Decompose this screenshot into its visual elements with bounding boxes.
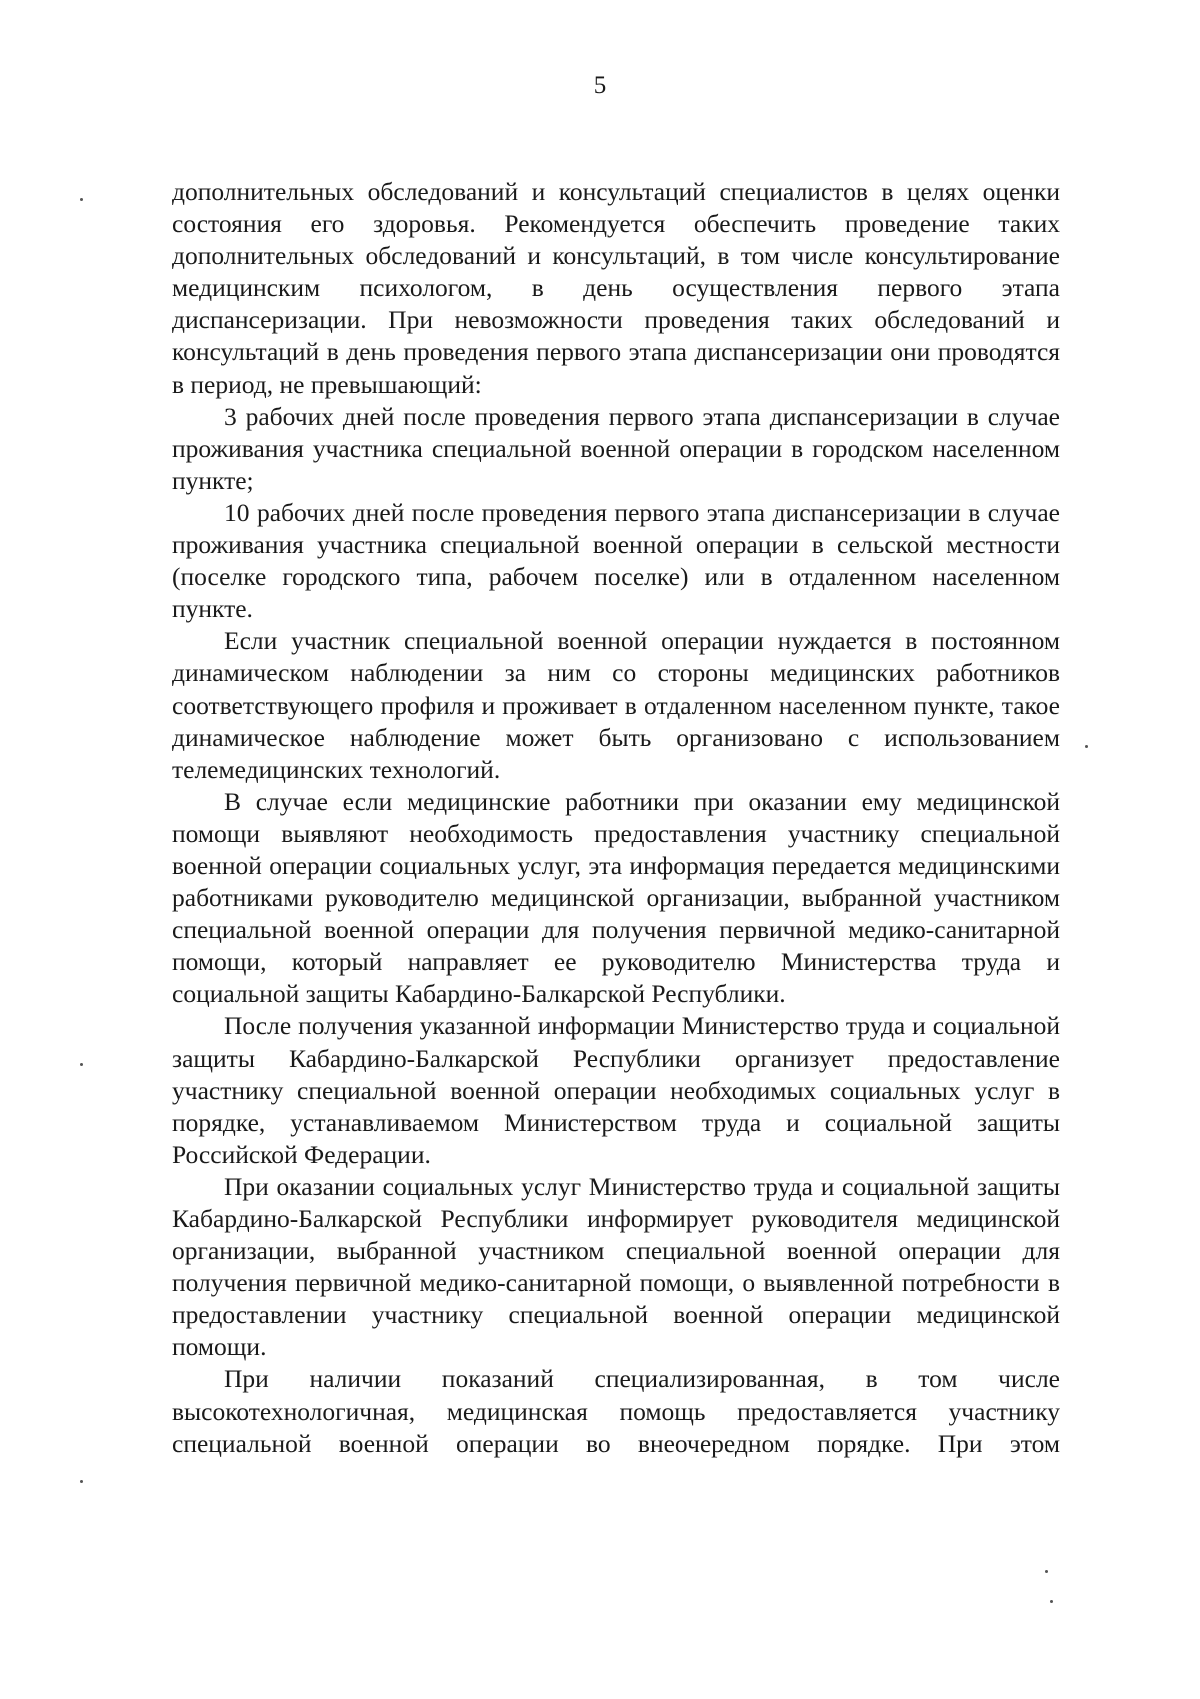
paragraph-social-services-info: В случае если медицинские работники при оказании ему медицинской помощи выявляют необходимость предоставления участнику специальной военной операции социальных услуг, эта информация передается медицинскими работниками руководителю медицинской организации, выбранной участником специальной военной операции для получения первичной медико-санитарной помощи, который направляет ее руководителю Министерства труда и социальной защиты Кабардино-Балкарской Республики. <box>172 786 1060 1009</box>
paragraph-rural-term: 10 рабочих дней после проведения первого этапа диспансеризации в случае проживания участника специальной военной операции в сельской местности (поселке городского типа, рабочем поселке) или в отдаленном населенном пункте. <box>172 497 1060 624</box>
page-number: 5 <box>593 72 607 99</box>
scan-speck <box>80 1063 83 1066</box>
paragraph-urban-term: 3 рабочих дней после проведения первого этапа диспансеризации в случае проживания участника специальной военной операции в городском населенном пункте; <box>172 401 1060 495</box>
scan-speck <box>1050 1600 1053 1603</box>
scan-speck <box>80 1480 83 1483</box>
scan-speck <box>1045 1570 1048 1573</box>
paragraph-telemedicine: Если участник специальной военной операции нуждается в постоянном динамическом наблюдении за ним со стороны медицинских работников соответствующего профиля и проживает в отдаленном населенном пункте, такое динамическое наблюдение может быть организовано с использованием телемедицинских технологий. <box>172 626 1060 784</box>
scan-speck <box>1085 745 1088 748</box>
document-body <box>172 176 1060 1460</box>
scan-speck <box>80 198 83 201</box>
paragraph-ministry-informs: При оказании социальных услуг Министерство труда и социальной защиты Кабардино-Балкарской Республики информирует руководителя медицинской организации, выбранной участником специальной военной операции для получения первичной медико-санитарной помощи, о выявленной потребности в предоставлении участнику специальной военной операции медицинской помощи. <box>172 1171 1060 1362</box>
paragraph-specialized-care: При наличии показаний специализированная, в том числе высокотехнологичная, медицинская помощь предоставляется участнику специальной военной операции во внеочередном порядке. При этом <box>172 1364 1060 1458</box>
paragraph-continuation: дополнительных обследований и консультаций специалистов в целях оценки состояния его здоровья. Рекомендуется обеспечить проведение таких дополнительных обследований и консультаций, в том числе консультирование медицинским психологом, в день осуществления первого этапа диспансеризации. При невозможности проведения таких обследований и консультаций в день проведения первого этапа диспансеризации они проводятся в период, не превышающий: <box>172 177 1060 399</box>
paragraph-ministry-organizes: После получения указанной информации Министерство труда и социальной защиты Кабардино-Балкарской Республики организует предоставление участнику специальной военной операции необходимых социальных услуг в порядке, устанавливаемом Министерством труда и социальной защиты Российской Федерации. <box>172 1011 1060 1169</box>
